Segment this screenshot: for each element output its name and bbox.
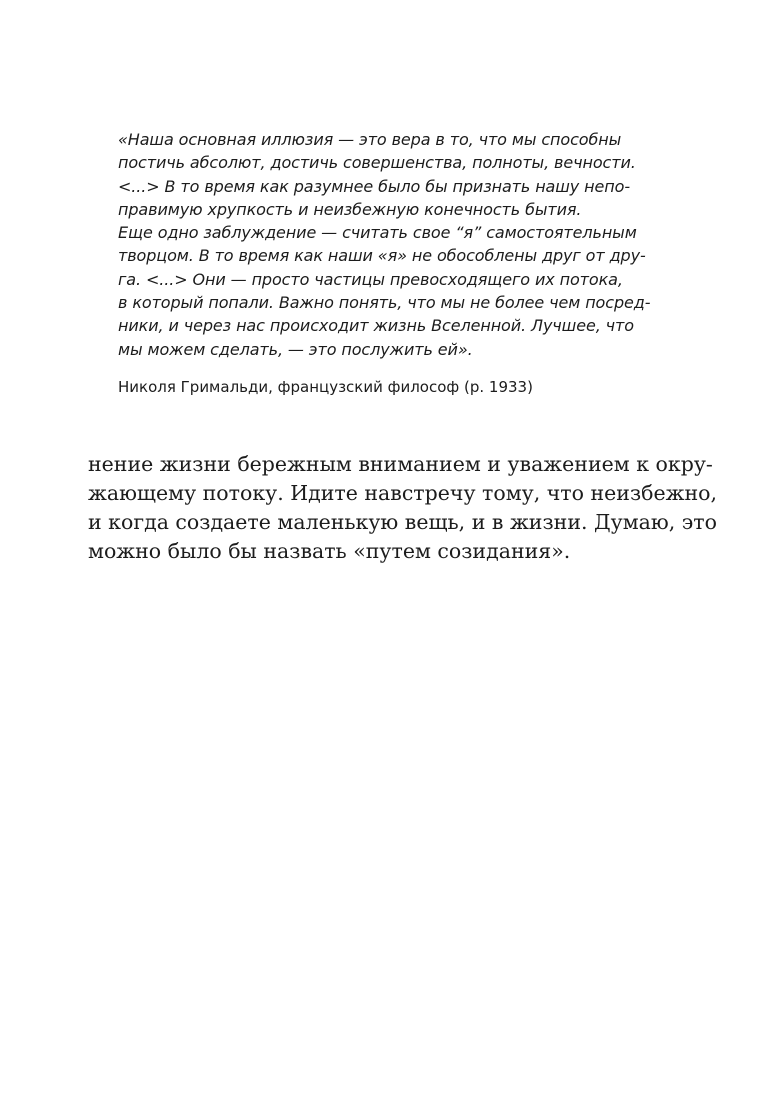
body-line: жающему потоку. Идите навстречу тому, что неизбежно, [88,481,717,505]
epigraph-line: «Наша основная иллюзия — это вера в то, что мы способны [118,130,622,149]
epigraph-line: творцом. В то время как наши «я» не обособлены друг от дру- [118,246,646,266]
epigraph-attribution: Николя Гримальди, французский философ (р. 1933) [118,377,533,396]
body-line: нение жизни бережным вниманием и уважением к окру- [88,452,713,476]
epigraph-line: га. <...> Они — просто частицы превосходящего их потока, [118,269,623,289]
epigraph-line: Еще одно заблуждение — считать свое “я” самостоятельным [118,223,637,243]
body-line: можно было бы назвать «путем созидания». [88,539,571,563]
epigraph-line: правимую хрупкость и неизбежную конечность бытия. [118,199,582,219]
epigraph-line: ники, и через нас происходит жизнь Вселенной. Лучшее, что [118,316,634,336]
body-line: и когда создаете маленькую вещь, и в жизни. Думаю, это [88,510,717,534]
epigraph [118,128,651,398]
epigraph-line: мы можем сделать, — это послужить ей». [118,339,473,359]
body-paragraph [88,450,717,566]
epigraph-line: в который попали. Важно понять, что мы не более чем посред- [118,293,651,313]
epigraph-line: <...> В то время как разумнее было бы признать нашу непо- [118,176,630,196]
epigraph-line: постичь абсолют, достичь совершенства, полноты, вечности. [118,153,636,173]
